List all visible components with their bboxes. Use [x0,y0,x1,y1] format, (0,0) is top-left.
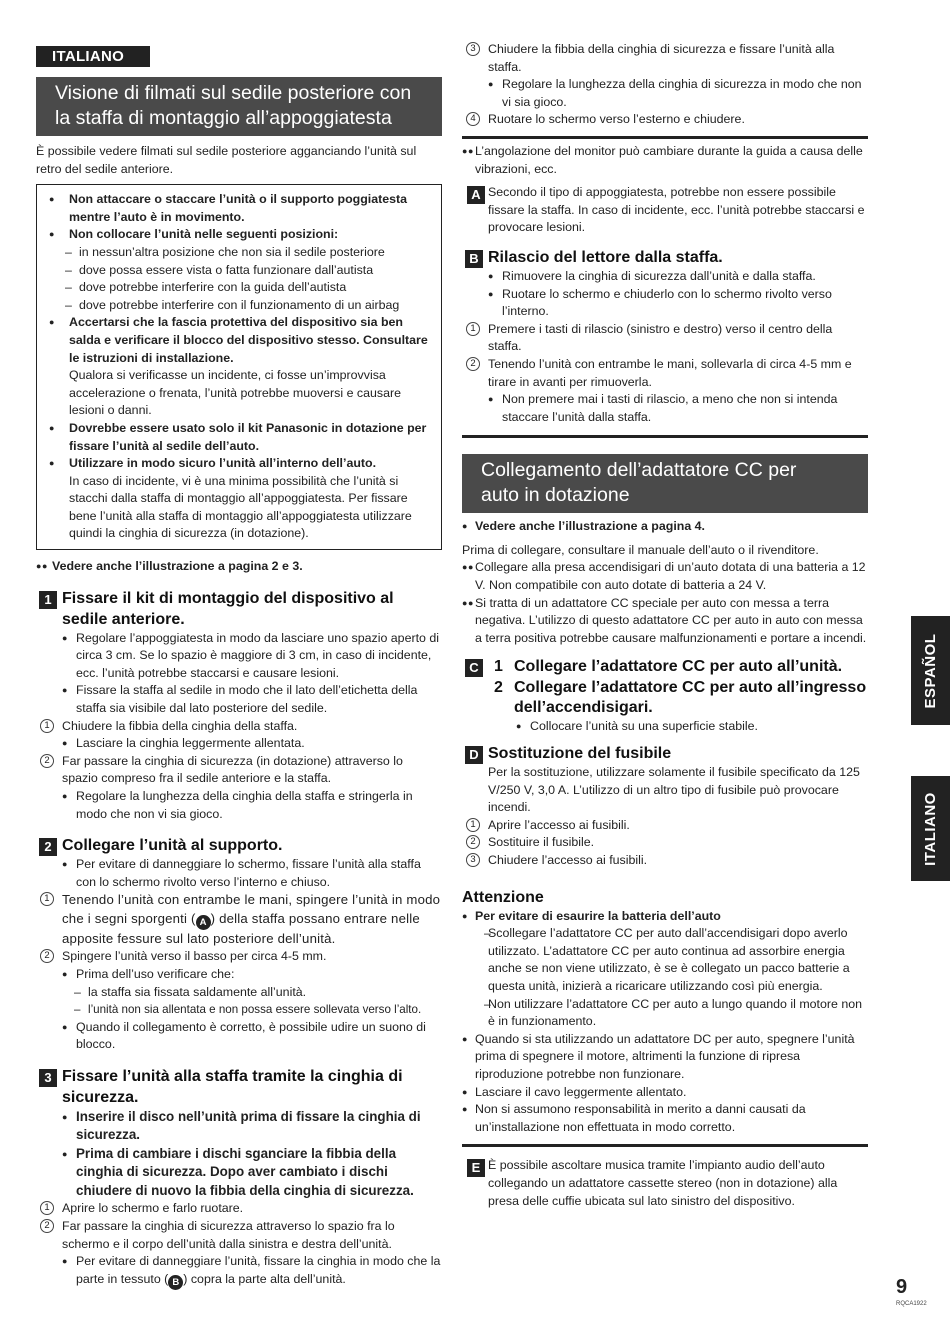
fuse-text: Per la sostituzione, utilizzare solamente il fusibile specificato da 125 V/250 V, 3,0 A. L’utilizzo di un altro tipo di fusibile può provocare incendi. [488,765,860,815]
attention-text: Non utilizzare l’adattatore CC per auto a lungo quando il motore non è in funzionamento. [488,996,863,1029]
side-tab-label: ITALIANO [921,791,939,866]
section-c-step [494,657,868,677]
bullet-icon: ● ● [462,597,468,608]
step-number: 2 [494,679,503,697]
bullet-icon: ● [462,1086,468,1097]
attention-subitem [462,996,868,1031]
attention-text: Lasciare il cavo leggermente allentato. [475,1084,687,1099]
section-banner-rear-seat [36,77,442,136]
step-1-title [36,588,442,630]
numbered-item [462,41,868,76]
item-text: Far passare la cinghia di sicurezza (in dotazione) attraverso lo spazio compreso fra il sedile anteriore e la staffa. [62,753,403,786]
item-text: Chiudere la fibbia della cinghia della staffa. [62,718,298,733]
item-text: Chiudere la fibbia della cinghia di sicurezza e fissare l’unità alla staffa. [488,42,835,74]
step-bullet: ● Rimuovere la cinghia di sicurezza dall’unità e dalla staffa. [462,268,868,286]
section-c [462,657,868,736]
step-bullet: ● Prima dell’uso verificare che: [36,966,442,984]
numbered-item [462,817,868,835]
warning-subitem: – dove possa essere vista o fatta funzionare dall’autista [43,262,431,280]
warning-note: In caso di incidente, vi è una minima possibilità che l’unità si stacchi dalla staffa di montaggio all’appoggiatesta. Per fissare bene l’unità alla staffa di montaggio all’appoggiatesta utilizzare quindi la cinghia di sicurezza (in dotazione). [69,473,412,541]
attention-text: Quando si sta utilizzando un adattatore DC per auto, spegnere l’unità prima di spegnere il motore, altrimenti la funzione di ripresa riproduzione potrebbe non funzionare. [475,1031,855,1081]
section-b-title [462,247,868,268]
bullet-icon: ● [462,521,468,532]
warning-item: ● Accertarsi che la fascia protettiva del dispositivo sia ben salda e verificare il blocco del dispositivo stesso. Consultare le istruzioni di installazione. [43,314,431,367]
note-divider [462,136,868,178]
marker-a-icon: A [196,915,211,930]
note-e-text: È possibile ascoltare musica tramite l’impianto audio dell’auto collegando un adattatore cassette stereo (non in dotazione) alla presa delle cuffie ubicata sul lato sinistro del dispositivo. [488,1158,838,1208]
step-number: 1 [39,591,57,609]
circled-number: 1 [40,892,54,906]
step-title-text: Fissare il kit di montaggio del dispositivo al sedile anteriore. [62,589,394,628]
warning-item: ● Utilizzare in modo sicuro l’unità all’interno dell’auto. [43,455,431,473]
language-label: ITALIANO [36,46,150,67]
note-a [462,184,868,237]
page-number: 9 [896,1276,908,1298]
section-b-title-text: Rilascio del lettore dalla staffa. [488,248,723,266]
info-text: Collegare alla presa accendisigari di un’auto dotata di una batteria a 12 V. Non compatibile con auto dotate di batteria a 24 V. [475,560,866,593]
numbered-item [36,718,442,736]
item-text: Sostituire il fusibile. [488,835,595,850]
item-text: Tenendo l’unità con entrambe le mani, spingere l’unità in modo che i segni sporgenti ( [62,892,441,926]
step-number: 1 [494,658,503,676]
step-bullet: ● Lasciare la cinghia leggermente allentata. [36,735,442,753]
warning-subitem: – in nessun’altra posizione che non sia il sedile posteriore [43,244,431,262]
circled-number: 2 [40,754,54,768]
numbered-item [462,321,868,356]
banner-line: Visione di filmati sul sedile posteriore con [55,82,412,104]
note-divider [462,1144,868,1210]
item-text: Per evitare di danneggiare l’unità, fissare la cinghia in modo che la parte in tessuto ( [76,1254,441,1286]
intro-text: È possibile vedere filmati sul sedile posteriore agganciando l’unità sul retro del sedile anteriore. [36,144,417,176]
banner-line: Collegamento dell’adattatore CC per [481,459,797,482]
step-bullet: ● Regolare la lunghezza della cinghia di sicurezza in modo che non vi sia gioco. [462,76,868,111]
note-e [462,1157,868,1210]
attention-heading: Attenzione [462,888,544,906]
info-item [462,595,868,648]
bullet-icon: ● [462,1033,468,1044]
step-bullet: ● Regolare la lunghezza della cinghia della staffa e stringerla in modo che non vi sia gioco. [36,788,442,823]
numbered-item [36,948,442,966]
bullet-icon: ● ● [36,561,42,572]
see-illustration [462,518,868,536]
attention-subitem [462,925,868,995]
circled-number: 1 [40,1201,54,1215]
side-tab-label: ESPAÑOL [921,633,939,708]
note-a-text: Secondo il tipo di appoggiatesta, potrebbe non essere possibile fissare la staffa. In caso di incidente, ecc. l’unità potrebbe staccarsi e provocare lesioni. [488,185,865,235]
step-number: 3 [39,1069,57,1087]
section-d-title [462,743,868,764]
label-c-icon: C [465,659,483,677]
marker-b-icon: B [168,1275,183,1290]
item-text: Premere i tasti di rilascio (sinistro e destro) verso il centro della staffa. [488,321,833,354]
item-text: Collocare l’unità su una superficie stabile. [530,719,758,734]
step-bullet [514,718,868,736]
section-banner-dc-adapter [462,454,868,513]
circled-number: 3 [466,853,480,867]
side-tab-espanol [911,616,950,725]
left-column [36,77,442,1290]
info-text: Si tratta di un adattatore CC speciale per auto con messa a terra negativa. L’utilizzo di questo adattatore CC per auto in auto con messa a terra positiva potrebbe causare malfunzionamenti e portare a incendi. [475,595,867,645]
numbered-item [462,852,868,870]
attention-text: Per evitare di esaurire la batteria dell’auto [475,908,721,923]
attention-item [462,1101,868,1136]
numbered-item [36,753,442,788]
see-illustration [36,558,442,576]
warning-box [36,184,442,550]
step-text: Collegare l’adattatore CC per auto all’unità. [514,658,843,676]
step-title-text: Collegare l’unità al supporto. [62,837,283,855]
label-b-icon: B [465,250,483,268]
label-d-icon: D [465,746,483,764]
circled-number: 1 [466,322,480,336]
side-tab-italiano [911,776,950,881]
pre-connection-text: Prima di collegare, consultare il manuale dell’auto o il rivenditore. [462,542,819,557]
step-number: 2 [39,838,57,856]
item-text: Tenendo l’unità con entrambe le mani, sollevarla di circa 4-5 mm e tirare in avanti per rimuoverla. [488,356,852,389]
warning-subitem: – dove potrebbe interferire con il funzionamento di un airbag [43,297,431,315]
see-text: Vedere anche l’illustrazione a pagina 2 e 3. [52,559,303,574]
item-text: Ruotare lo schermo verso l’esterno e chiudere. [488,112,745,127]
see-text: Vedere anche l’illustrazione a pagina 4. [475,519,706,534]
step-3-title [36,1066,442,1108]
step-subitem: – la staffa sia fissata saldamente all’unità. [36,984,442,1002]
warning-item: ● Non attaccare o staccare l’unità o il supporto poggiatesta mentre l’auto è in movimento. [43,191,431,226]
bullet-icon: ● [462,1104,468,1115]
bullet-icon: ● ● [462,562,468,573]
circled-number: 2 [40,1219,54,1233]
bullet-icon: ● [462,910,468,921]
step-text: Collegare l’adattatore CC per auto all’ingresso dell’accendisigari. [514,679,867,717]
item-text: ) copra la parte alta dell’unità. [183,1271,346,1286]
note-text: L’angolazione del monitor può cambiare durante la guida a causa delle vibrazioni, ecc. [475,143,863,176]
banner-line: la staffa di montaggio all’appoggiatesta [55,107,392,129]
circled-number: 4 [466,112,480,126]
warning-note: Qualora si verificasse un incidente, ci fosse un’improvvisa accelerazione o frenata, l’unità potrebbe muoversi e causare lesioni o danni. [69,368,401,418]
circled-number: 1 [466,818,480,832]
step-bullet [36,1253,442,1290]
attention-text: Non si assumono responsabilità in merito a danni causati da un’installazione non effettuata in modo corretto. [475,1102,806,1134]
item-text: Aprire l’accesso ai fusibili. [488,817,630,832]
numbered-item [36,891,442,948]
right-column [462,41,868,1210]
section-c-step [494,678,868,718]
bullet-icon: ● [516,721,522,732]
item-text: Far passare la cinghia di sicurezza attraverso lo spazio fra lo schermo e il corpo dell’unità dalla sinistra e destra dell’unità. [62,1219,395,1251]
bullet-icon: ● ● [462,145,468,156]
step-bullet: ● Regolare l’appoggiatesta in modo da lasciare uno spazio aperto di circa 3 cm. Se lo spazio è maggiore di 3 cm, in caso di incidente, ecc. l’unità potrebbe staccarsi e causare lesioni. [36,630,442,683]
item-text: ) della staffa possano entrare nelle apposite fessure sul lato posteriore dell’unità. [62,910,420,946]
label-a-icon: A [467,186,485,204]
step-bullet: ● Per evitare di danneggiare lo schermo, fissare l’unità alla staffa con lo schermo rivolto verso l’interno e chiuso. [36,856,442,891]
numbered-item [462,111,868,129]
step-2-title [36,835,442,856]
step-bullet: ● Prima di cambiare i dischi sganciare la fibbia della cinghia di sicurezza. Dopo aver cambiato i dischi chiudere di nuovo la fibbia della cinghia di sicurezza. [36,1145,442,1201]
warning-item: ● Non collocare l’unità nelle seguenti posizioni: [43,226,431,244]
step-subitem: – l’unità non sia allentata e non possa essere sollevata verso l’alto. [36,1001,442,1019]
numbered-item [462,834,868,852]
step-bullet: ● Inserire il disco nell’unità prima di fissare la cinghia di sicurezza. [36,1108,442,1145]
banner-line: auto in dotazione [481,484,630,507]
info-item [462,559,868,594]
numbered-item [36,1218,442,1253]
attention-text: Scollegare l’adattatore CC per auto dall’accendisigari dopo averlo utilizzato. L’adattatore CC per auto continua ad assorbire energia anche se non viene utilizzato, è se è collegato un pacco batterie a questa unità, inizierà a ricaricare utilizzando così più energia. [488,926,850,993]
label-e-icon: E [467,1159,485,1177]
item-text: Chiudere l’accesso ai fusibili. [488,853,648,867]
circled-number: 2 [40,949,54,963]
doc-code: RQCA1922 [896,1301,927,1307]
section-divider [462,435,868,513]
item-text: Spingere l’unità verso il basso per circa 4-5 mm. [62,949,327,964]
circled-number: 2 [466,835,480,849]
step-bullet: ● Quando il collegamento è corretto, è possibile udire un suono di blocco. [36,1019,442,1054]
circled-number: 2 [466,357,480,371]
item-text: Aprire lo schermo e farlo ruotare. [62,1201,244,1216]
circled-number: 3 [466,42,480,56]
attention-item [462,1031,868,1084]
attention-item [462,908,868,926]
section-d-title-text: Sostituzione del fusibile [488,745,672,763]
step-title-text: Fissare l’unità alla staffa tramite la cinghia di sicurezza. [62,1067,403,1106]
note-item [462,143,868,178]
circled-number: 1 [40,719,54,733]
warning-item: ● Dovrebbe essere usato solo il kit Panasonic in dotazione per fissare l’unità al sedile dell’auto. [43,420,431,455]
warning-subitem: – dove potrebbe interferire con la guida dell’autista [43,279,431,297]
step-bullet: ● Fissare la staffa al sedile in modo che il lato dell’etichetta della staffa sia visibile dal lato posteriore del sedile. [36,682,442,717]
step-bullet: ● Non premere mai i tasti di rilascio, a meno che non si intenda staccare l’unità dalla staffa. [462,391,868,426]
attention-item [462,1084,868,1102]
numbered-item [462,356,868,391]
step-bullet: ● Ruotare lo schermo e chiuderlo con lo schermo rivolto verso l’interno. [462,286,868,321]
numbered-item [36,1200,442,1218]
